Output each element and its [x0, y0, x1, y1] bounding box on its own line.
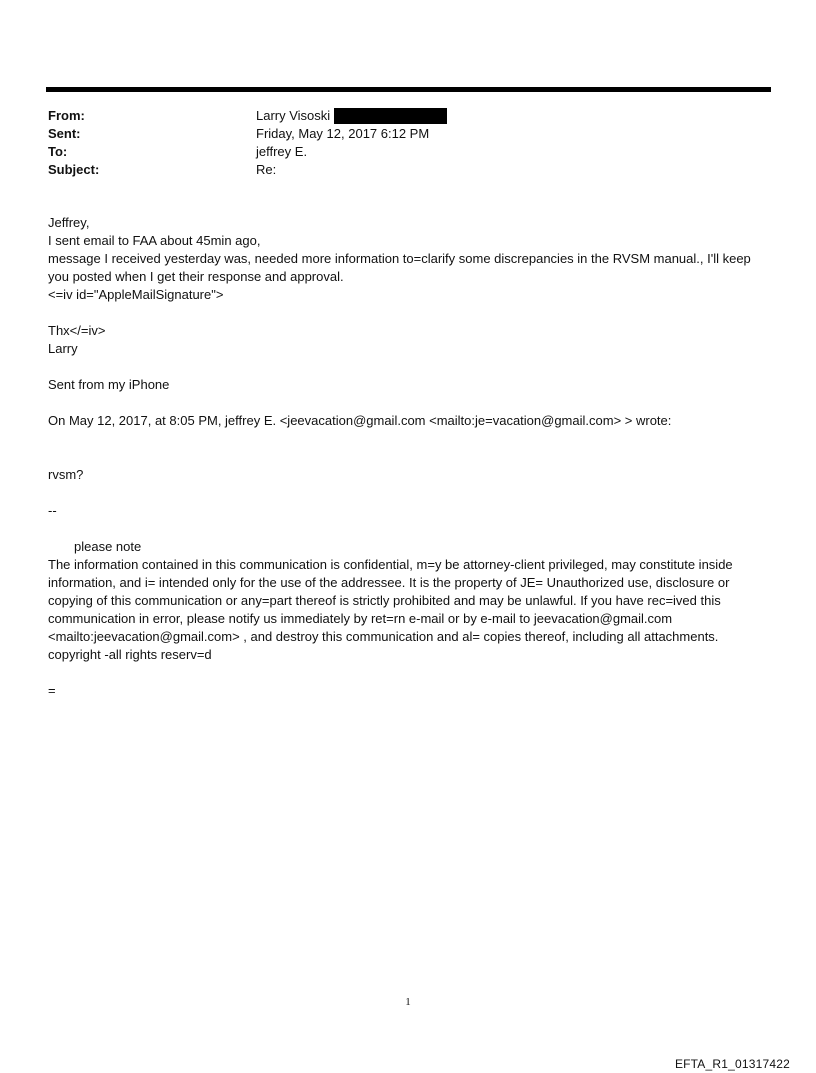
- spacer: [48, 394, 768, 412]
- quote-header: On May 12, 2017, at 8:05 PM, jeffrey E. <jeevacation@gmail.com <mailto:je=vacation@gmail.com> > wrote:: [48, 413, 672, 428]
- from-label: From:: [48, 108, 85, 123]
- please-note: please note: [74, 539, 142, 554]
- subject-value: Re:: [256, 162, 277, 177]
- spacer: [48, 484, 768, 502]
- page-number: 1: [405, 996, 411, 1008]
- sent-row: [48, 125, 748, 143]
- trailing-equals: =: [48, 683, 56, 698]
- from-value: Larry Visoski: [256, 108, 331, 123]
- signature-separator: --: [48, 503, 57, 518]
- quoted-message: rvsm?: [48, 467, 84, 482]
- spacer: [48, 664, 768, 682]
- spacer: [48, 520, 768, 538]
- email-body: [48, 214, 768, 700]
- header-divider: [46, 87, 771, 92]
- thanks-line: Thx</=iv>: [48, 323, 106, 338]
- to-label: To:: [48, 144, 68, 159]
- signature-tag: <=iv id="AppleMailSignature">: [48, 287, 224, 302]
- subject-label: Subject:: [48, 162, 100, 177]
- from-row: [48, 107, 748, 125]
- sent-from-line: Sent from my iPhone: [48, 377, 170, 392]
- spacer: [48, 358, 768, 376]
- from-value-wrap: [256, 107, 447, 125]
- disclaimer: The information contained in this communication is confidential, m=y be attorney-client privileged, may constitute inside information, and i= intended only for the use of the addressee. It is the property of JE= Unauthorized use, disclosure or copying of this communication or any=part thereof is strictly prohibited and may be unlawful. If you have rec=ived this communication in error, please notify us immediately by ret=rn e-mail or by e-mail to jeevacation@gmail.com <mailto:jeevacation@gmail.com> , and destroy this communication and al= copies thereof, including all attachments. copyright -all rights reserv=d: [48, 557, 737, 662]
- signer-name: Larry: [48, 341, 78, 356]
- subject-row: [48, 161, 748, 179]
- to-row: [48, 143, 748, 161]
- body-line: I sent email to FAA about 45min ago,: [48, 233, 261, 248]
- email-header: [48, 107, 748, 179]
- to-value: jeffrey E.: [256, 144, 308, 159]
- redaction-block: [334, 108, 447, 124]
- sent-label: Sent:: [48, 126, 81, 141]
- greeting: Jeffrey,: [48, 215, 90, 230]
- spacer: [48, 430, 768, 466]
- document-id: EFTA_R1_01317422: [674, 1057, 790, 1071]
- spacer: [48, 304, 768, 322]
- body-line: message I received yesterday was, needed more information to=clarify some discrepancies in the RVSM manual., I'll keep you posted when I get their response and approval.: [48, 251, 755, 284]
- sent-value: Friday, May 12, 2017 6:12 PM: [256, 126, 430, 141]
